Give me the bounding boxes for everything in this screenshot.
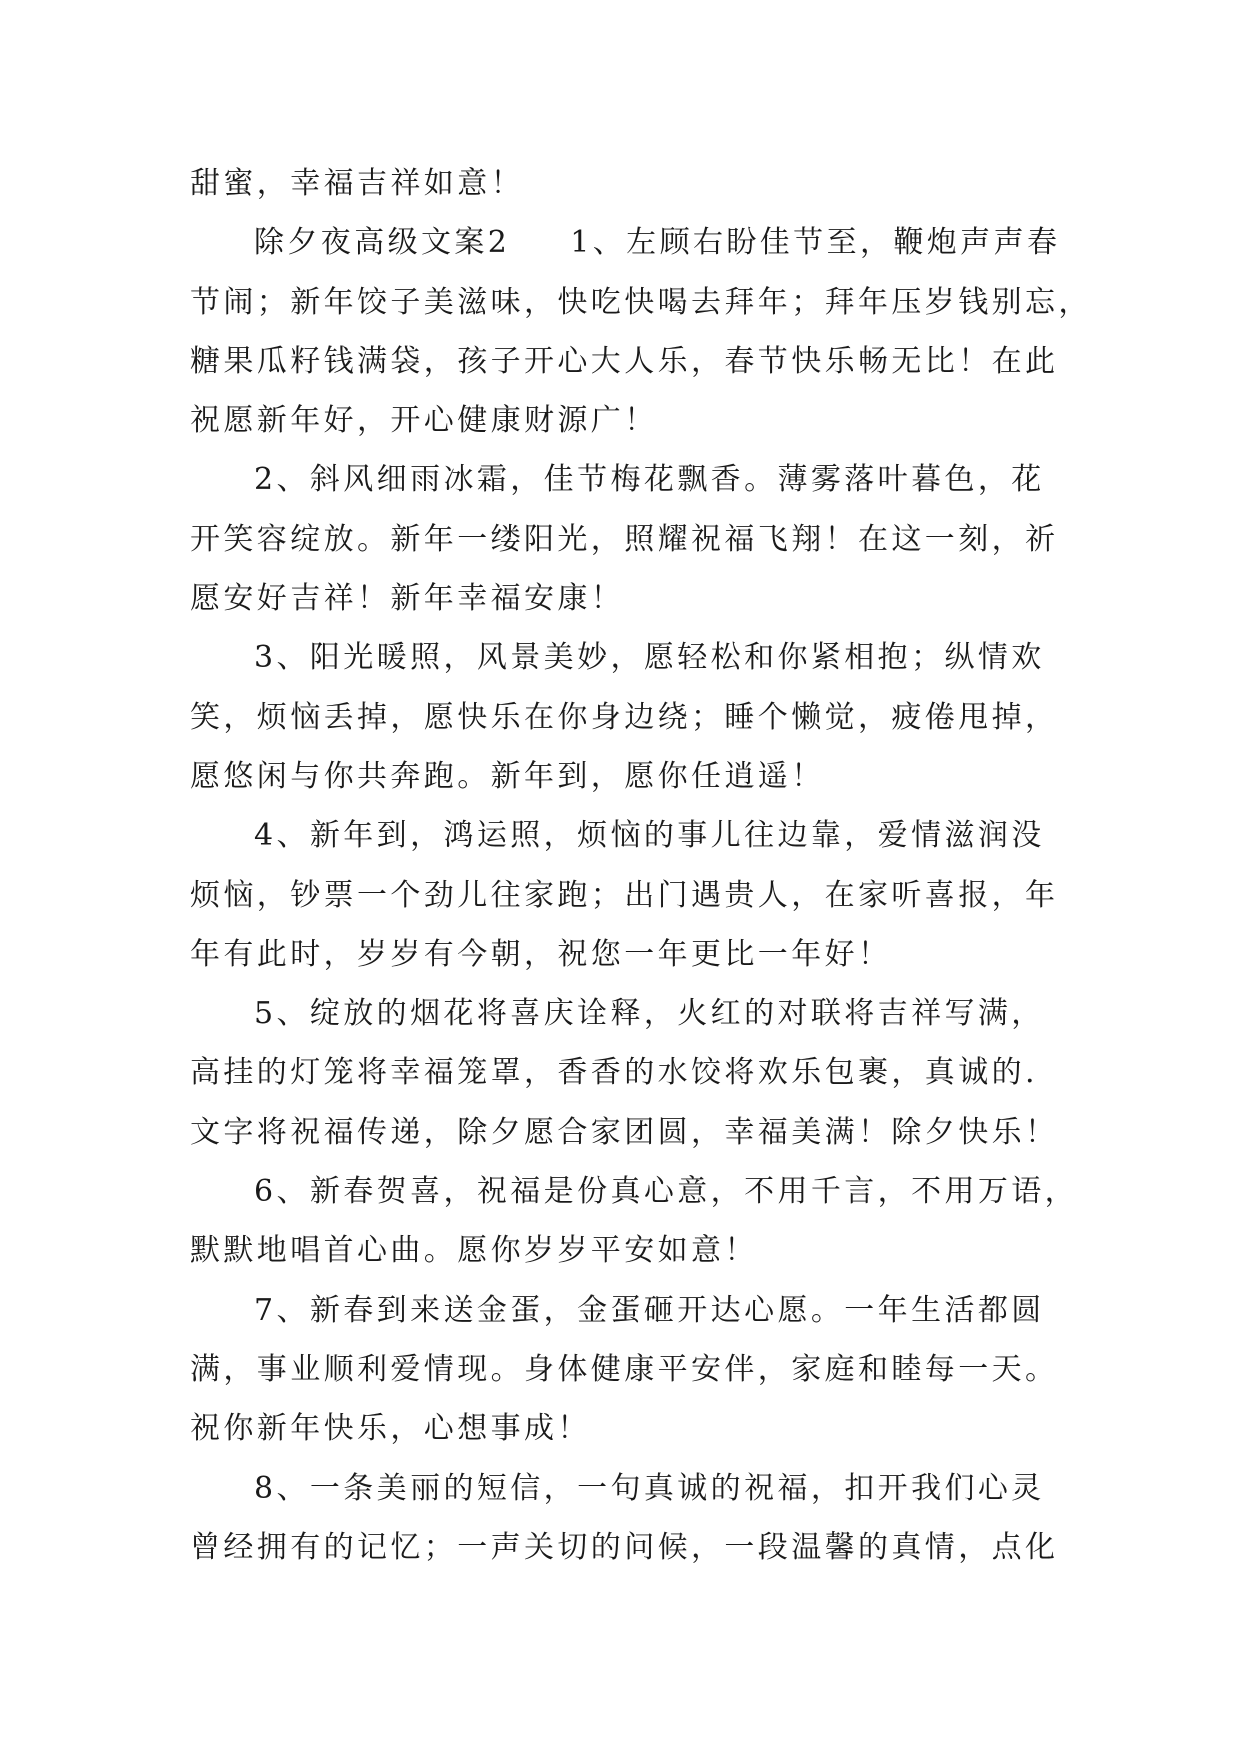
text-line: 曾经拥有的记忆；一声关切的问候，一段温馨的真情，点化: [190, 1529, 1059, 1565]
section-heading-line: [190, 213, 1070, 272]
text-line: 6、新春贺喜，祝福是份真心意，不用千言，不用万语，: [254, 1174, 1079, 1210]
text-line: 愿悠闲与你共奔跑。新年到，愿你任逍遥！: [190, 758, 825, 794]
text-line: 祝愿新年好，开心健康财源广！: [190, 403, 658, 439]
text-line: 节闹；新年饺子美滋味，快吃快喝去拜年；拜年压岁钱别忘，: [190, 284, 1092, 320]
text-line: 文字将祝福传递，除夕愿合家团圆，幸福美满！除夕快乐！: [190, 1114, 1059, 1150]
text-line: 笑，烦恼丢掉，愿快乐在你身边绕；睡个懒觉，疲倦甩掉，: [190, 699, 1059, 735]
text-line: 2、斜风细雨冰霜，佳节梅花飘香。薄雾落叶暮色，花: [254, 462, 1045, 498]
text-line: 烦恼，钞票一个劲儿往家跑；出门遇贵人，在家听喜报，年: [190, 877, 1059, 913]
section-title: 除夕夜高级文案2: [254, 225, 511, 261]
text-line: 3、阳光暖照，风景美妙，愿轻松和你紧相抱；纵情欢: [254, 640, 1045, 676]
text-line: 满，事业顺利爱情现。身体健康平安伴，家庭和睦每一天。: [190, 1351, 1059, 1387]
text-line: 高挂的灯笼将幸福笼罩，香香的水饺将欢乐包裹，真诚的.: [190, 1055, 1038, 1091]
text-line: 甜蜜，幸福吉祥如意！: [190, 166, 524, 201]
text-line: 年有此时，岁岁有今朝，祝您一年更比一年好！: [190, 936, 892, 972]
text-line: 默默地唱首心曲。愿你岁岁平安如意！: [190, 1233, 758, 1269]
text-line: 糖果瓜籽钱满袋，孩子开心大人乐，春节快乐畅无比！在此: [190, 343, 1059, 379]
text-line: 4、新年到，鸿运照，烦恼的事儿往边靠，爱情滋润没: [254, 818, 1045, 854]
text-line: 5、绽放的烟花将喜庆诠释，火红的对联将吉祥写满，: [254, 996, 1045, 1032]
text-line: 祝你新年快乐，心想事成！: [190, 1411, 591, 1447]
text-line: 7、新春到来送金蛋，金蛋砸开达心愿。一年生活都圆: [254, 1292, 1045, 1328]
document-body: [190, 154, 1092, 1577]
text-line: 开笑容绽放。新年一缕阳光，照耀祝福飞翔！在这一刻，祈: [190, 521, 1059, 557]
text-line: 1、左顾右盼佳节至，鞭炮声声春: [570, 225, 1061, 261]
text-line: 8、一条美丽的短信，一句真诚的祝福，扣开我们心灵: [254, 1470, 1045, 1506]
text-line: 愿安好吉祥！新年幸福安康！: [190, 581, 625, 617]
